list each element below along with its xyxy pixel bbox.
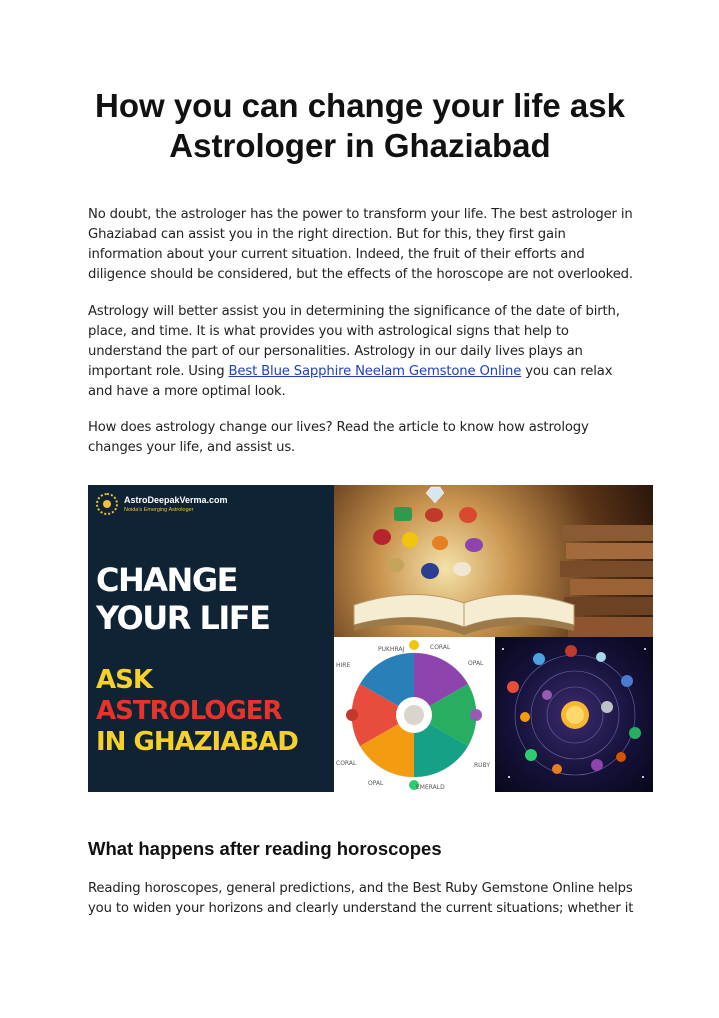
wheel-label-opal-right: OPAL [468, 660, 484, 667]
page-title: How you can change your life ask Astrologer in Ghaziabad [95, 87, 625, 164]
wheel-label-ruby: RUBY [474, 762, 491, 769]
wheel-label-pukhraj: PUKHRAJ [378, 646, 405, 653]
wheel-label-opal-bottom: OPAL [368, 780, 384, 787]
headline-sub-line-2: ASTROLOGER [96, 696, 282, 726]
headline-main [96, 561, 270, 637]
astrology-paragraph-text-end: you can relax and have a more optimal look. [88, 364, 613, 399]
horoscope-paragraph: Reading horoscopes, general predictions, and the Best Ruby Gemstone Online helps you to widen your horizons and clearly understand the current situations; whether it [88, 881, 634, 916]
headline-panel [88, 485, 334, 792]
feature-image [88, 485, 653, 792]
wheel-label-emerald: EMERALD [416, 784, 445, 791]
solar-system-icon [502, 645, 646, 778]
question-paragraph: How does astrology change our lives? Read the article to know how astrology changes your life, and assist us. [88, 420, 589, 455]
headline-sub [96, 665, 298, 758]
astrology-paragraph-text-start: Astrology will better assist you in determining the significance of the date of birth, place, and time. It is what provides you with astrological signs that help to understand the part of our personalities. Astrology in our daily lives plays an important role. Using [88, 304, 620, 379]
headline-sub-line-3: IN GHAZIABAD [96, 727, 298, 757]
intro-paragraph: No doubt, the astrologer has the power to transform your life. The best astrologer in Ghaziabad can assist you in the right direction. But for this, they first gain information about your current situation. Indeed, the fruit of their efforts and diligence should be considered, but the effects of the horoscope are not overlooked. [88, 207, 633, 282]
wheel-label-hire: HIRE [336, 662, 351, 669]
blue-sapphire-link[interactable]: Best Blue Sapphire Neelam Gemstone Online [228, 364, 522, 379]
headline-sub-line-1: ASK [96, 665, 152, 695]
wheel-label-coral-left: CORAL [336, 760, 357, 767]
planets-gems-picture [495, 637, 653, 792]
brand-logo [96, 493, 228, 515]
headline-line-1: CHANGE [96, 561, 237, 599]
section-heading: What happens after reading horoscopes [88, 838, 442, 859]
gemstones-icon [373, 487, 483, 579]
zodiac-wheel-icon [346, 640, 482, 790]
zodiac-gem-wheel-picture [334, 637, 495, 792]
book-gemstones-picture [334, 485, 653, 637]
astrology-paragraph [88, 302, 636, 402]
sun-logo-icon [96, 493, 118, 515]
headline-line-2: YOUR LIFE [96, 599, 270, 637]
brand-tagline: Noida's Emerging Astrologer [124, 506, 194, 513]
open-book-icon [354, 594, 574, 635]
brand-name: AstroDeepakVerma.com [124, 494, 228, 505]
wheel-label-coral-top: CORAL [430, 644, 451, 651]
